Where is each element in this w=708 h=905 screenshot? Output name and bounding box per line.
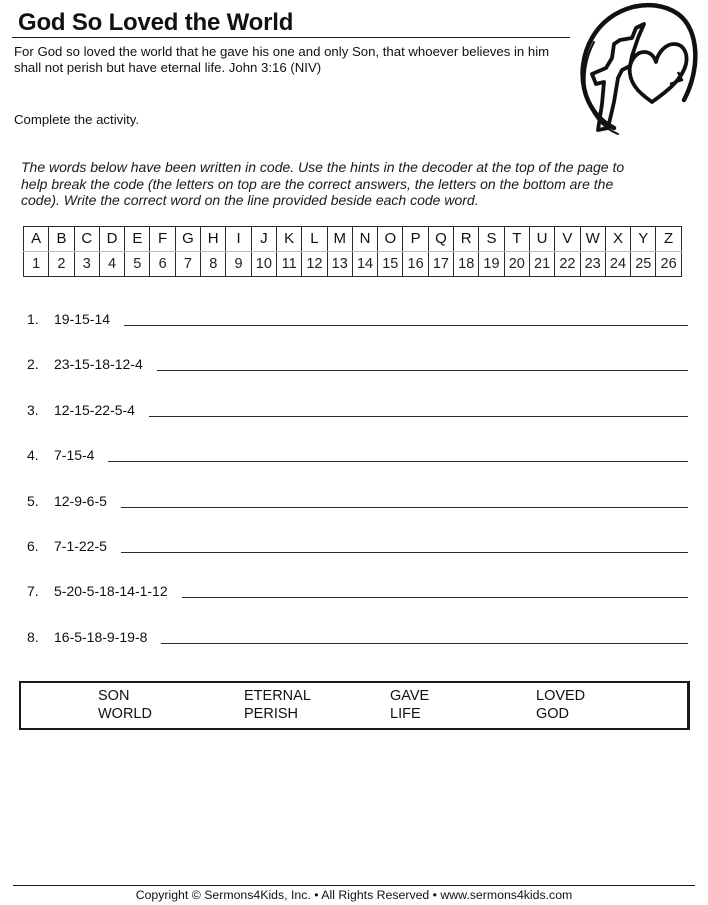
decoder-numbers-row — [24, 252, 682, 277]
decoder-number-cell: 20 — [504, 252, 529, 277]
puzzle-item — [27, 627, 688, 647]
decoder-number-cell: 9 — [226, 252, 251, 277]
decoder-number-cell: 23 — [580, 252, 605, 277]
decoder-number-cell: 10 — [251, 252, 276, 277]
puzzle-code: 12-15-22-5-4 — [54, 402, 135, 418]
decoder-number-cell: 5 — [125, 252, 150, 277]
answer-line[interactable] — [121, 552, 688, 553]
decoder-number-cell: 25 — [631, 252, 656, 277]
puzzle-number: 7. — [27, 583, 39, 599]
word-bank-word: LIFE — [390, 706, 421, 722]
word-bank-word: GOD — [536, 706, 570, 722]
puzzle-item — [27, 400, 688, 420]
decoder-letter-cell: G — [175, 227, 200, 252]
answer-line[interactable] — [124, 325, 688, 326]
decoder-letter-cell: H — [201, 227, 226, 252]
puzzle-number: 4. — [27, 447, 39, 463]
puzzle-item — [27, 354, 688, 374]
decoder-letter-cell: Y — [631, 227, 656, 252]
decoder-number-cell: 17 — [428, 252, 453, 277]
puzzle-code: 7-1-22-5 — [54, 538, 107, 554]
puzzle-code: 19-15-14 — [54, 311, 111, 327]
decoder-number-cell: 21 — [529, 252, 554, 277]
decoder-number-cell: 12 — [302, 252, 327, 277]
decoder-number-cell: 22 — [555, 252, 580, 277]
decoder-number-cell: 7 — [175, 252, 200, 277]
puzzle-item — [27, 491, 688, 511]
decoder-number-cell: 8 — [201, 252, 226, 277]
footer-divider — [13, 885, 695, 886]
title-divider — [12, 37, 570, 38]
puzzle-code: 12-9-6-5 — [54, 493, 107, 509]
decoder-number-cell: 3 — [74, 252, 99, 277]
word-bank-column — [98, 687, 152, 723]
word-bank-word: ETERNAL — [244, 688, 311, 704]
decoder-number-cell: 13 — [327, 252, 352, 277]
decoder-letter-cell: I — [226, 227, 251, 252]
decoder-letter-cell: L — [302, 227, 327, 252]
answer-line[interactable] — [161, 643, 688, 644]
page-title: God So Loved the World — [18, 9, 294, 36]
answer-line[interactable] — [157, 370, 688, 371]
puzzle-code: 23-15-18-12-4 — [54, 356, 143, 372]
decoder-letter-cell: O — [378, 227, 403, 252]
answer-line[interactable] — [182, 597, 688, 598]
decoder-letter-cell: S — [479, 227, 504, 252]
decoder-number-cell: 14 — [352, 252, 377, 277]
decoder-letter-cell: V — [555, 227, 580, 252]
puzzle-code: 5-20-5-18-14-1-12 — [54, 583, 168, 599]
puzzle-code: 7-15-4 — [54, 447, 95, 463]
puzzle-item — [27, 536, 688, 556]
puzzle-number: 5. — [27, 493, 39, 509]
puzzle-item — [27, 445, 688, 465]
decoder-number-cell: 4 — [99, 252, 124, 277]
decoder-letter-cell: M — [327, 227, 352, 252]
word-bank-word: GAVE — [390, 688, 430, 704]
word-bank-word: PERISH — [244, 706, 298, 722]
decoder-letter-cell: T — [504, 227, 529, 252]
decoder-letter-cell: C — [74, 227, 99, 252]
decoder-letter-cell: D — [99, 227, 124, 252]
puzzle-number: 6. — [27, 538, 39, 554]
decoder-number-cell: 2 — [49, 252, 74, 277]
puzzle-item — [27, 309, 688, 329]
decoder-number-cell: 18 — [454, 252, 479, 277]
answer-line[interactable] — [108, 461, 688, 462]
activity-instruction: Complete the activity. — [14, 112, 140, 127]
decoder-number-cell: 19 — [479, 252, 504, 277]
decoder-letter-cell: R — [454, 227, 479, 252]
word-bank — [19, 681, 690, 730]
decoder-letter-cell: K — [276, 227, 301, 252]
copyright-footer: Copyright © Sermons4Kids, Inc. • All Rights Reserved • www.sermons4kids.com — [135, 888, 573, 902]
decoder-number-cell: 26 — [656, 252, 681, 277]
puzzle-directions: The words below have been written in code. Use the hints in the decoder at the top of the page to help break the code (the letters on top are the correct answers, the letters on the bottom are the code). Write the correct word on the line provided beside each code word. — [21, 159, 625, 208]
bible-verse: For God so loved the world that he gave his one and only Son, that whoever believes in him shall not perish but have eternal life. John 3:16 (NIV) — [14, 44, 550, 75]
puzzle-number: 1. — [27, 311, 39, 327]
word-bank-column — [390, 687, 429, 723]
decoder-letters-row — [24, 227, 682, 252]
decoder-table — [23, 226, 682, 277]
decoder-letter-cell: E — [125, 227, 150, 252]
word-bank-column — [244, 687, 311, 723]
decoder-number-cell: 1 — [24, 252, 49, 277]
decoder-letter-cell: U — [529, 227, 554, 252]
decoder-number-cell: 16 — [403, 252, 428, 277]
decoder-letter-cell: Z — [656, 227, 681, 252]
decoder-letter-cell: P — [403, 227, 428, 252]
decoder-number-cell: 24 — [605, 252, 630, 277]
decoder-letter-cell: W — [580, 227, 605, 252]
word-bank-word: WORLD — [98, 706, 152, 722]
decoder-letter-cell: X — [605, 227, 630, 252]
puzzle-number: 3. — [27, 402, 39, 418]
answer-line[interactable] — [121, 507, 688, 508]
decoder-number-cell: 11 — [276, 252, 301, 277]
word-bank-column — [536, 687, 585, 723]
decoder-letter-cell: Q — [428, 227, 453, 252]
puzzle-item — [27, 581, 688, 601]
decoder-letter-cell: B — [49, 227, 74, 252]
puzzle-number: 8. — [27, 629, 39, 645]
cross-and-heart-icon — [574, 0, 700, 146]
puzzle-number: 2. — [27, 356, 39, 372]
decoder-number-cell: 15 — [378, 252, 403, 277]
decoder-letter-cell: J — [251, 227, 276, 252]
answer-line[interactable] — [149, 416, 688, 417]
decoder-number-cell: 6 — [150, 252, 175, 277]
puzzle-code: 16-5-18-9-19-8 — [54, 629, 148, 645]
decoder-letter-cell: N — [352, 227, 377, 252]
decoder-letter-cell: A — [24, 227, 49, 252]
word-bank-word: LOVED — [536, 688, 586, 704]
word-bank-word: SON — [98, 688, 130, 704]
decoder-letter-cell: F — [150, 227, 175, 252]
